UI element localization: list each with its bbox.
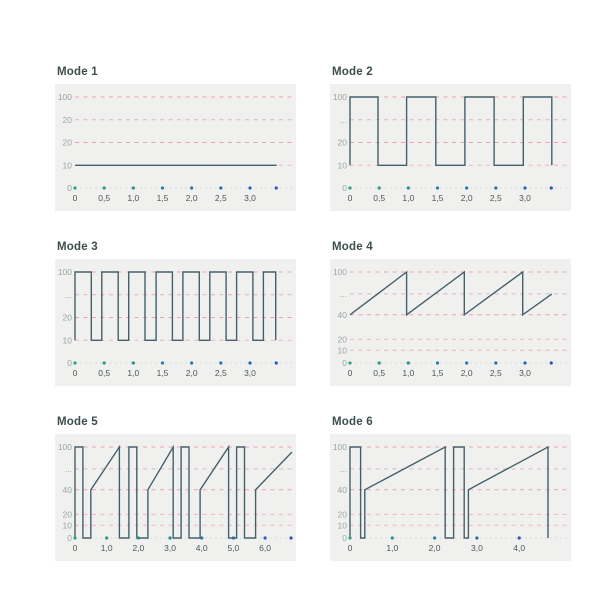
chart-panel	[330, 84, 571, 211]
waveform-plot	[330, 84, 571, 211]
y-axis-label: 20	[62, 114, 72, 125]
axis-dot	[407, 361, 410, 364]
y-axis-label: 100	[57, 92, 72, 102]
axis-dot	[219, 186, 222, 189]
x-axis-label: 0,5	[98, 368, 111, 378]
x-axis-label: 1,5	[156, 193, 169, 203]
waveform-line	[75, 447, 292, 538]
x-axis-label: 6,0	[259, 543, 271, 553]
chart-title: Mode 3	[57, 241, 98, 253]
axis-dot	[348, 536, 351, 539]
x-axis-label: 3,0	[244, 368, 256, 378]
axis-dot	[275, 361, 278, 364]
x-axis-label: 0	[72, 543, 78, 553]
x-axis-label: 2,0	[428, 543, 441, 553]
y-axis-label: 0	[342, 533, 347, 543]
x-axis-label: 3,0	[244, 193, 256, 203]
axis-dot	[103, 186, 106, 189]
axis-dot	[248, 361, 251, 364]
axis-dot	[475, 536, 478, 539]
axis-dot	[248, 186, 251, 189]
y-axis-label: 10	[62, 160, 72, 171]
axis-dot	[523, 186, 526, 189]
y-axis-label: ...	[64, 463, 72, 474]
axis-dot	[378, 186, 381, 189]
y-axis-label: 0	[67, 183, 72, 193]
chart-panel	[55, 84, 296, 211]
x-axis-label: 1,5	[431, 193, 444, 203]
chart-title: Mode 2	[332, 66, 373, 78]
axis-dot	[105, 536, 108, 539]
axis-dot	[494, 361, 497, 364]
y-axis-label: 100	[332, 92, 347, 102]
x-axis-label: 3,0	[470, 543, 483, 553]
axis-dot	[465, 186, 468, 189]
y-axis-label: 20	[62, 509, 72, 520]
x-axis-label: 3,0	[519, 368, 531, 378]
waveform-line	[75, 272, 276, 340]
x-axis-label: 1,0	[100, 543, 113, 553]
y-axis-label: 20	[337, 334, 347, 345]
axis-dot	[232, 536, 235, 539]
axis-dot	[523, 361, 526, 364]
x-axis-label: 0	[347, 543, 353, 553]
x-axis-label: 0,5	[373, 368, 386, 378]
x-axis-label: 0,5	[98, 193, 111, 203]
x-axis-label: 2,0	[460, 368, 473, 378]
y-axis-label: 20	[62, 137, 72, 148]
axis-dot	[433, 536, 436, 539]
axis-dot	[73, 536, 76, 539]
axis-dot	[73, 186, 76, 189]
x-axis-label: 2,0	[185, 193, 198, 203]
y-axis-label: 10	[337, 345, 347, 356]
axis-dot	[219, 361, 222, 364]
axis-dot	[436, 186, 439, 189]
x-axis-label: 2,5	[214, 193, 227, 203]
waveform-plot	[55, 84, 296, 211]
y-axis-label: 100	[332, 442, 347, 452]
y-axis-label: 0	[342, 358, 347, 368]
axis-dot	[465, 361, 468, 364]
axis-dot	[132, 361, 135, 364]
axis-dot	[132, 186, 135, 189]
axis-dot	[190, 361, 193, 364]
x-axis-label: 2,0	[132, 543, 145, 553]
y-axis-label: ...	[64, 289, 72, 300]
waveform-plot	[330, 259, 571, 386]
chart-panel	[330, 434, 571, 561]
x-axis-label: 0	[347, 368, 353, 378]
x-axis-label: 1,0	[402, 193, 415, 203]
x-axis-label: 5,0	[227, 543, 240, 553]
y-axis-label: ...	[339, 288, 347, 299]
y-axis-label: 10	[62, 335, 72, 346]
axis-dot	[378, 361, 381, 364]
x-axis-label: 1,0	[402, 368, 415, 378]
axis-dot	[190, 186, 193, 189]
axis-dot	[200, 536, 203, 539]
x-axis-label: 2,5	[489, 368, 502, 378]
y-axis-label: 100	[57, 267, 72, 277]
x-axis-label: 0,5	[373, 193, 386, 203]
x-axis-label: 3,0	[519, 193, 531, 203]
axis-dot	[391, 536, 394, 539]
y-axis-label: 40	[337, 484, 347, 495]
waveform-plot	[55, 259, 296, 386]
waveform-line	[350, 97, 552, 165]
x-axis-label: 0	[72, 193, 78, 203]
axis-dot	[103, 361, 106, 364]
y-axis-label: 10	[337, 520, 347, 531]
axis-dot	[263, 536, 266, 539]
chart-cell-mode-5	[55, 415, 296, 561]
y-axis-label: 20	[337, 509, 347, 520]
chart-cell-mode-1	[55, 65, 296, 211]
axis-dot	[550, 361, 553, 364]
axis-dot	[137, 536, 140, 539]
axis-dot	[348, 361, 351, 364]
axis-dot	[161, 361, 164, 364]
x-axis-label: 2,0	[460, 193, 473, 203]
chart-panel	[55, 259, 296, 386]
x-axis-label: 1,5	[156, 368, 169, 378]
y-axis-label: ...	[339, 114, 347, 125]
chart-title: Mode 6	[332, 416, 373, 428]
charts-grid	[55, 65, 571, 561]
axis-dot	[348, 186, 351, 189]
chart-cell-mode-6	[330, 415, 571, 561]
x-axis-label: 0	[72, 368, 78, 378]
y-axis-label: ...	[339, 463, 347, 474]
chart-title: Mode 5	[57, 416, 98, 428]
y-axis-label: 20	[337, 137, 347, 148]
y-axis-label: 10	[337, 160, 347, 171]
x-axis-label: 2,0	[185, 368, 198, 378]
axis-dot	[550, 186, 553, 189]
axis-dot	[161, 186, 164, 189]
y-axis-label: 0	[342, 183, 347, 193]
x-axis-label: 4,0	[195, 543, 208, 553]
waveform-plot	[330, 434, 571, 561]
waveform-plot	[55, 434, 296, 561]
y-axis-label: 0	[67, 358, 72, 368]
axis-dot	[436, 361, 439, 364]
y-axis-label: 20	[62, 312, 72, 323]
waveform-line	[350, 447, 548, 538]
y-axis-label: 0	[67, 533, 72, 543]
axis-dot	[275, 186, 278, 189]
x-axis-label: 1,5	[431, 368, 444, 378]
axis-dot	[289, 536, 292, 539]
axis-dot	[168, 536, 171, 539]
x-axis-label: 1,0	[127, 193, 140, 203]
x-axis-label: 0	[347, 193, 353, 203]
axis-dot	[494, 186, 497, 189]
x-axis-label: 2,5	[214, 368, 227, 378]
x-axis-label: 1,0	[386, 543, 399, 553]
axis-dot	[518, 536, 521, 539]
chart-panel	[55, 434, 296, 561]
y-axis-label: 40	[62, 484, 72, 495]
x-axis-label: 2,5	[489, 193, 502, 203]
y-axis-label: 100	[57, 442, 72, 452]
chart-panel	[330, 259, 571, 386]
x-axis-label: 4,0	[513, 543, 526, 553]
chart-title: Mode 4	[332, 241, 373, 253]
axis-dot	[73, 361, 76, 364]
chart-title: Mode 1	[57, 66, 98, 78]
y-axis-label: 10	[62, 520, 72, 531]
x-axis-label: 1,0	[127, 368, 140, 378]
chart-cell-mode-4	[330, 240, 571, 386]
chart-cell-mode-2	[330, 65, 571, 211]
y-axis-label: 40	[337, 309, 347, 320]
y-axis-label: 100	[332, 267, 347, 277]
axis-dot	[407, 186, 410, 189]
chart-cell-mode-3	[55, 240, 296, 386]
x-axis-label: 3,0	[164, 543, 176, 553]
